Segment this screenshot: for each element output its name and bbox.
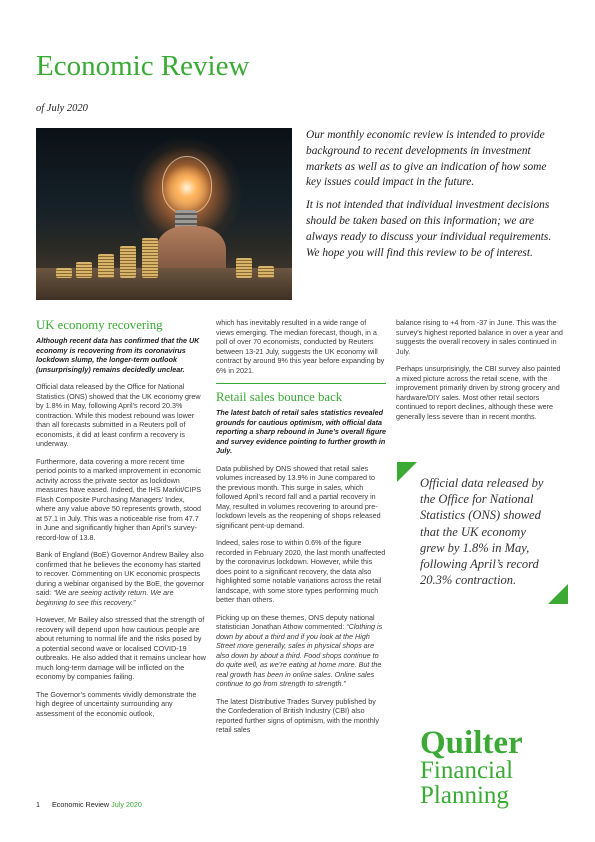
section-divider bbox=[216, 383, 386, 384]
coin-stack bbox=[56, 268, 72, 278]
page-title: Economic Review bbox=[36, 50, 250, 82]
footer-date: July 2020 bbox=[111, 800, 142, 809]
coin-stack bbox=[76, 262, 92, 278]
body-paragraph bbox=[216, 613, 386, 689]
body-paragraph bbox=[36, 550, 206, 607]
coin-stack bbox=[142, 238, 158, 278]
intro-paragraph: It is not intended that individual investment decisions should be taken based on this information; we are always ready to discuss your individual requirements. We hope you will find this review to be of interest. bbox=[306, 199, 552, 259]
body-text: Picking up on these themes, ONS deputy national statistician Jonathan Athow commented: bbox=[216, 612, 375, 631]
body-paragraph: balance rising to +4 from -37 in June. This was the survey’s highest reported balance in over a year and suggests the overall recovery in sales continued in July. bbox=[396, 318, 563, 356]
column-3 bbox=[396, 318, 566, 429]
logo-line: Financial bbox=[420, 757, 514, 784]
table-surface bbox=[36, 268, 292, 300]
pullquote-corner-mark bbox=[397, 462, 417, 482]
issue-date: of July 2020 bbox=[36, 103, 88, 114]
quilter-logo bbox=[420, 725, 523, 809]
body-paragraph: Perhaps unsurprisingly, the CBI survey also painted a mixed picture across the retail scene, with the improvement primarily driven by strong grocery and hardware/DIY sales. Most other retail sectors continued to report declines, although these were generally less severe than in recent months. bbox=[396, 364, 561, 421]
coin-stack bbox=[258, 266, 274, 278]
logo-line: Planning bbox=[420, 782, 509, 809]
coin-stack bbox=[236, 258, 252, 278]
column-2 bbox=[216, 318, 386, 743]
lightbulb-coins-photo bbox=[36, 128, 292, 300]
body-text: Bank of England (BoE) Governor Andrew Bailey also confirmed that he believes the economy has started to recover. Commenting on UK economic prospects during a webinar organised by the BoE, the governor said: bbox=[36, 550, 205, 597]
page-number: 1 bbox=[36, 800, 40, 809]
body-paragraph: Official data released by the Office for National Statistics (ONS) showed that the UK economy grew by 1.8% in May, following April’s record 20.3% contraction. While this modest rebound was lower than all forecasts submitted in a Reuters poll of economists, it did at least confirm a recovery is underway. bbox=[36, 382, 201, 448]
body-paragraph: Furthermore, data covering a more recent time period points to a marked improvement in economic activity across the private sector as lockdown measures have eased. Indeed, the IHS Markit/CIPS Flash Composite Purchasing Managers’ Index, where any value above 50 represents growth, stood at 57.1 in July. This was a noticeable rise from 47.7 in June and significantly higher than April’s survey-record-low of 13.8. bbox=[36, 456, 202, 542]
logo-line: Quilter bbox=[420, 725, 523, 761]
article-heading: UK economy recovering bbox=[36, 318, 163, 332]
body-paragraph: which has inevitably resulted in a wide range of views emerging. The median forecast, though, in a poll of over 70 economists, conducted by Reuters between 13-21 July, suggests the UK economy will contract by around 9% this year before expanding by 6% in 2021. bbox=[216, 318, 385, 375]
quote-text: “We are seeing activity return. We are beginning to see this recovery.” bbox=[36, 588, 174, 607]
body-paragraph: Data published by ONS showed that retail sales volumes increased by 13.9% in June compared to the previous month. This surge in sales, which followed April’s record fall and a partial recovery in May, resulted in volumes recovering to around pre-lockdown levels as the reopening of shops released significant pent-up demand. bbox=[216, 463, 381, 530]
coin-stack bbox=[120, 246, 136, 278]
body-paragraph: The latest Distributive Trades Survey published by the Confederation of British Industry (CBI) also reported further signs of optimism, with the monthly retail sales bbox=[216, 696, 379, 734]
body-paragraph: The Governor’s comments vividly demonstrate the high degree of uncertainty surrounding any assessment of the economic outlook, bbox=[36, 689, 197, 718]
article-standfirst: Although recent data has confirmed that the UK economy is recovering from its coronavirus lockdown slump, the longer-term outlook (unsurprisingly) remains decidedly unclear. bbox=[36, 336, 200, 374]
page-footer bbox=[36, 800, 142, 809]
body-paragraph: Indeed, sales rose to within 0.6% of the figure recorded in February 2020, the last month unaffected by the coronavirus lockdown. However, while this does point to a significant recovery, the data also highlighted some notable variations across the retail landscape, with some store types performing much better than others. bbox=[216, 538, 386, 604]
intro-paragraph: Our monthly economic review is intended to provide background to recent developments in investment markets as well as to give an indication of how some key issues could impact in the future. bbox=[306, 129, 547, 189]
lightbulb bbox=[162, 156, 212, 214]
column-1 bbox=[36, 318, 206, 726]
footer-publication: Economic Review bbox=[52, 800, 110, 809]
intro-text bbox=[306, 128, 558, 268]
coin-stack bbox=[98, 254, 114, 278]
article-heading: Retail sales bounce back bbox=[216, 390, 343, 404]
pullquote-corner-mark bbox=[548, 584, 568, 604]
body-paragraph: However, Mr Bailey also stressed that the strength of recovery will depend upon how cautious people are about returning to normal life and the risks posed by a potential second wave or localised COVID-19 outbreaks. He also added that it remains unclear how much long-term damage will be inflicted on the economy by companies failing. bbox=[36, 615, 206, 681]
quote-text: “Clothing is down by about a third and if you look at the High Street more generally, sales in physical shops are also down by about a third. Food shops continue to do quite well, as we’re eating at home more. But the real growth has been in online sales. Online sales continue to go from strength to strength.” bbox=[216, 622, 383, 688]
pull-quote: Official data released by the Office for National Statistics (ONS) showed that the UK economy grew by 1.8% in May, following April’s record 20.3% contraction. bbox=[420, 476, 544, 588]
article-standfirst: The latest batch of retail sales statistics revealed grounds for cautious optimism, with official data reporting a sharp rebound in June’s overall figure and survey evidence pointing to further growth in July. bbox=[216, 408, 387, 455]
